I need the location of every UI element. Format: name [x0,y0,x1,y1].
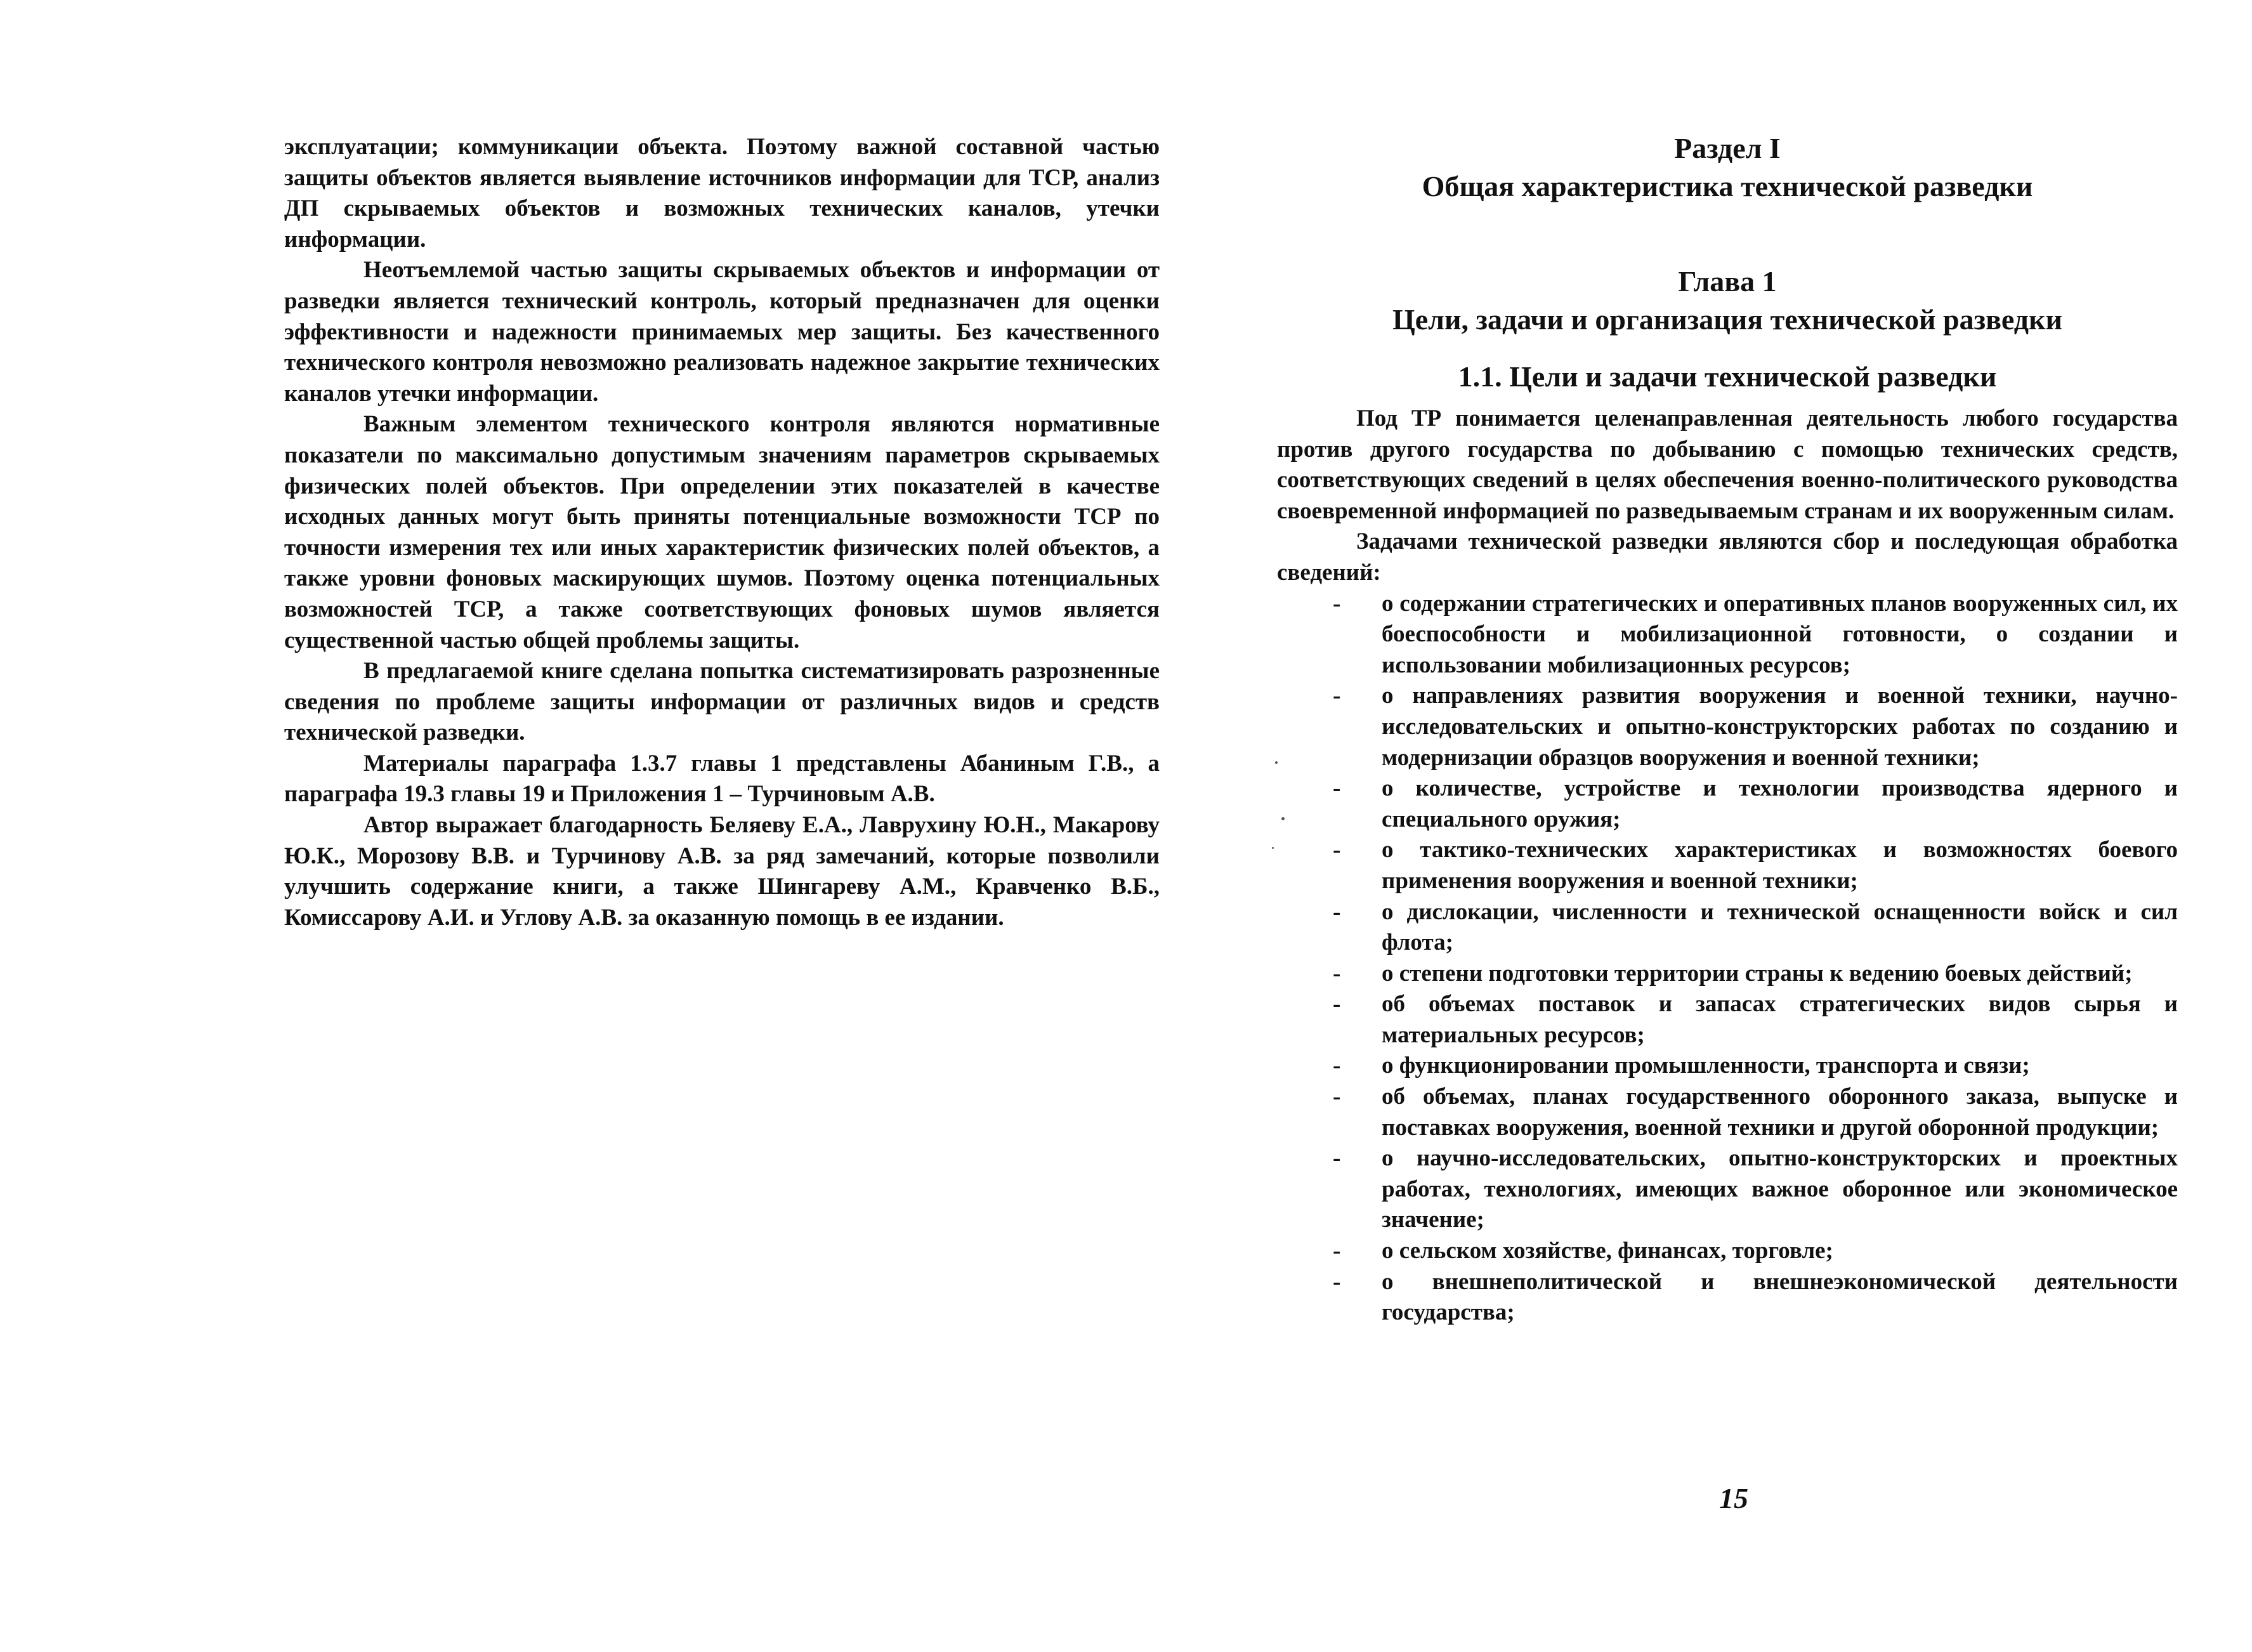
dash-bullet: - [1333,1238,1341,1264]
intro-paragraph: Под ТР понимается целенаправленная деятельность любого государства против другого государства по добыванию с помощью технических средств, соответствующих сведений в целях обеспечения военно-политического руководства своевременной информацией по разведываемым странам и их вооруженным силам. [1277,405,2178,524]
dash-bullet: - [1333,898,1341,925]
left-paragraph-6: Автор выражает благодарность Беляеву Е.А., Лаврухину Ю.Н., Макарову Ю.К., Морозову В.В. и Турчинову А.В. за ряд замечаний, которые позволили улучшить содержание книги, а также Шингареву А.М., Кравченко В.Б., Комиссарову А.И. и Углову А.В. за оказанную помощь в ее издании. [284,812,1160,931]
dash-bullet: - [1333,837,1341,863]
list-item: - о функционировании промышленности, транспорта и связи; [1277,1051,2178,1082]
list-item: - о направлениях развития вооружения и военной техники, научно-исследовательских и опытно-конструкторских работах по созданию и модернизации образцов вооружения и военной техники; [1277,681,2178,773]
right-text-column [1277,129,2178,1328]
left-paragraph-1: эксплуатации; коммуникации объекта. Поэтому важной составной частью защиты объектов является выявление источников информации для ТСР, анализ ДП скрываемых объектов и возможных технических каналов, утечки информации. [284,134,1160,252]
list-item: - о дислокации, численности и технической оснащенности войск и сил флота; [1277,897,2178,959]
dash-bullet: - [1333,1268,1341,1295]
left-paragraph-5: Материалы параграфа 1.3.7 главы 1 представлены Абаниным Г.В., а параграфа 19.3 главы 19 и Приложения 1 – Турчиновым А.В. [284,750,1160,808]
list-item: - о содержании стратегических и оперативных планов вооруженных сил, их боеспособности и мобилизационной готовности, о создании и использовании мобилизационных ресурсов; [1277,589,2178,681]
paragraph-heading: 1.1. Цели и задачи технической разведки [1458,360,1997,393]
list-item: - о количестве, устройстве и технологии производства ядерного и специального оружия; [1277,773,2178,835]
left-paragraph-4: В предлагаемой книге сделана попытка систематизировать разрозненные сведения по проблеме защиты информации от различных видов и средств технической разведки. [284,658,1160,746]
dash-bullet: - [1333,590,1341,617]
tasks-list [1277,589,2178,1328]
scan-speck [1272,847,1274,849]
list-item: - о внешнеполитической и внешнеэкономической деятельности государства; [1277,1267,2178,1328]
list-item: - об объемах, планах государственного оборонного заказа, выпуске и поставках вооружения, военной техники и другой оборонной продукции; [1277,1082,2178,1143]
section-label: Раздел I [1674,132,1781,164]
dash-bullet: - [1333,1052,1341,1079]
dash-bullet: - [1333,960,1341,987]
left-paragraph-3: Важным элементом технического контроля являются нормативные показатели по максимально допустимым значениям параметров скрываемых физических полей объектов. При определении этих показателей в качестве исходных данных могут быть приняты потенциальные возможности ТСР по точности измерения тех или иных характеристик физических полей объектов, а также уровни фоновых маскирующих шумов. Поэтому оценка потенциальных возможностей ТСР, а также соответствующих фоновых шумов является существенной частью общей проблемы защиты. [284,411,1160,653]
list-item: - о сельском хозяйстве, финансах, торговле; [1277,1236,2178,1267]
left-paragraph-2: Неотъемлемой частью защиты скрываемых объектов и информации от разведки является технический контроль, который предназначен для оценки эффективности и надежности принимаемых мер защиты. Без качественного технического контроля невозможно реализовать надежное закрытие технических каналов утечки информации. [284,257,1160,407]
left-text-column [284,132,1160,933]
list-item: - о тактико-технических характеристиках и возможностях боевого применения вооружения и военной техники; [1277,835,2178,896]
dash-bullet: - [1333,1145,1341,1172]
list-item: - об объемах поставок и запасах стратегических видов сырья и материальных ресурсов; [1277,989,2178,1051]
tasks-intro: Задачами технической разведки являются сбор и последующая обработка сведений: [1277,528,2178,586]
dash-bullet: - [1333,683,1341,709]
chapter-label: Глава 1 [1678,265,1777,298]
chapter-title: Цели, задачи и организация технической разведки [1392,303,2063,336]
dash-bullet: - [1333,991,1341,1018]
list-item: - о степени подготовки территории страны к ведению боевых действий; [1277,959,2178,990]
dash-bullet: - [1333,1084,1341,1110]
list-item: - о научно-исследовательских, опытно-конструкторских и проектных работах, технологиях, имеющих важное оборонное или экономическое значение; [1277,1143,2178,1236]
dash-bullet: - [1333,775,1341,802]
section-title: Общая характеристика технической разведки [1422,170,2033,202]
page-number: 15 [1719,1482,1748,1514]
